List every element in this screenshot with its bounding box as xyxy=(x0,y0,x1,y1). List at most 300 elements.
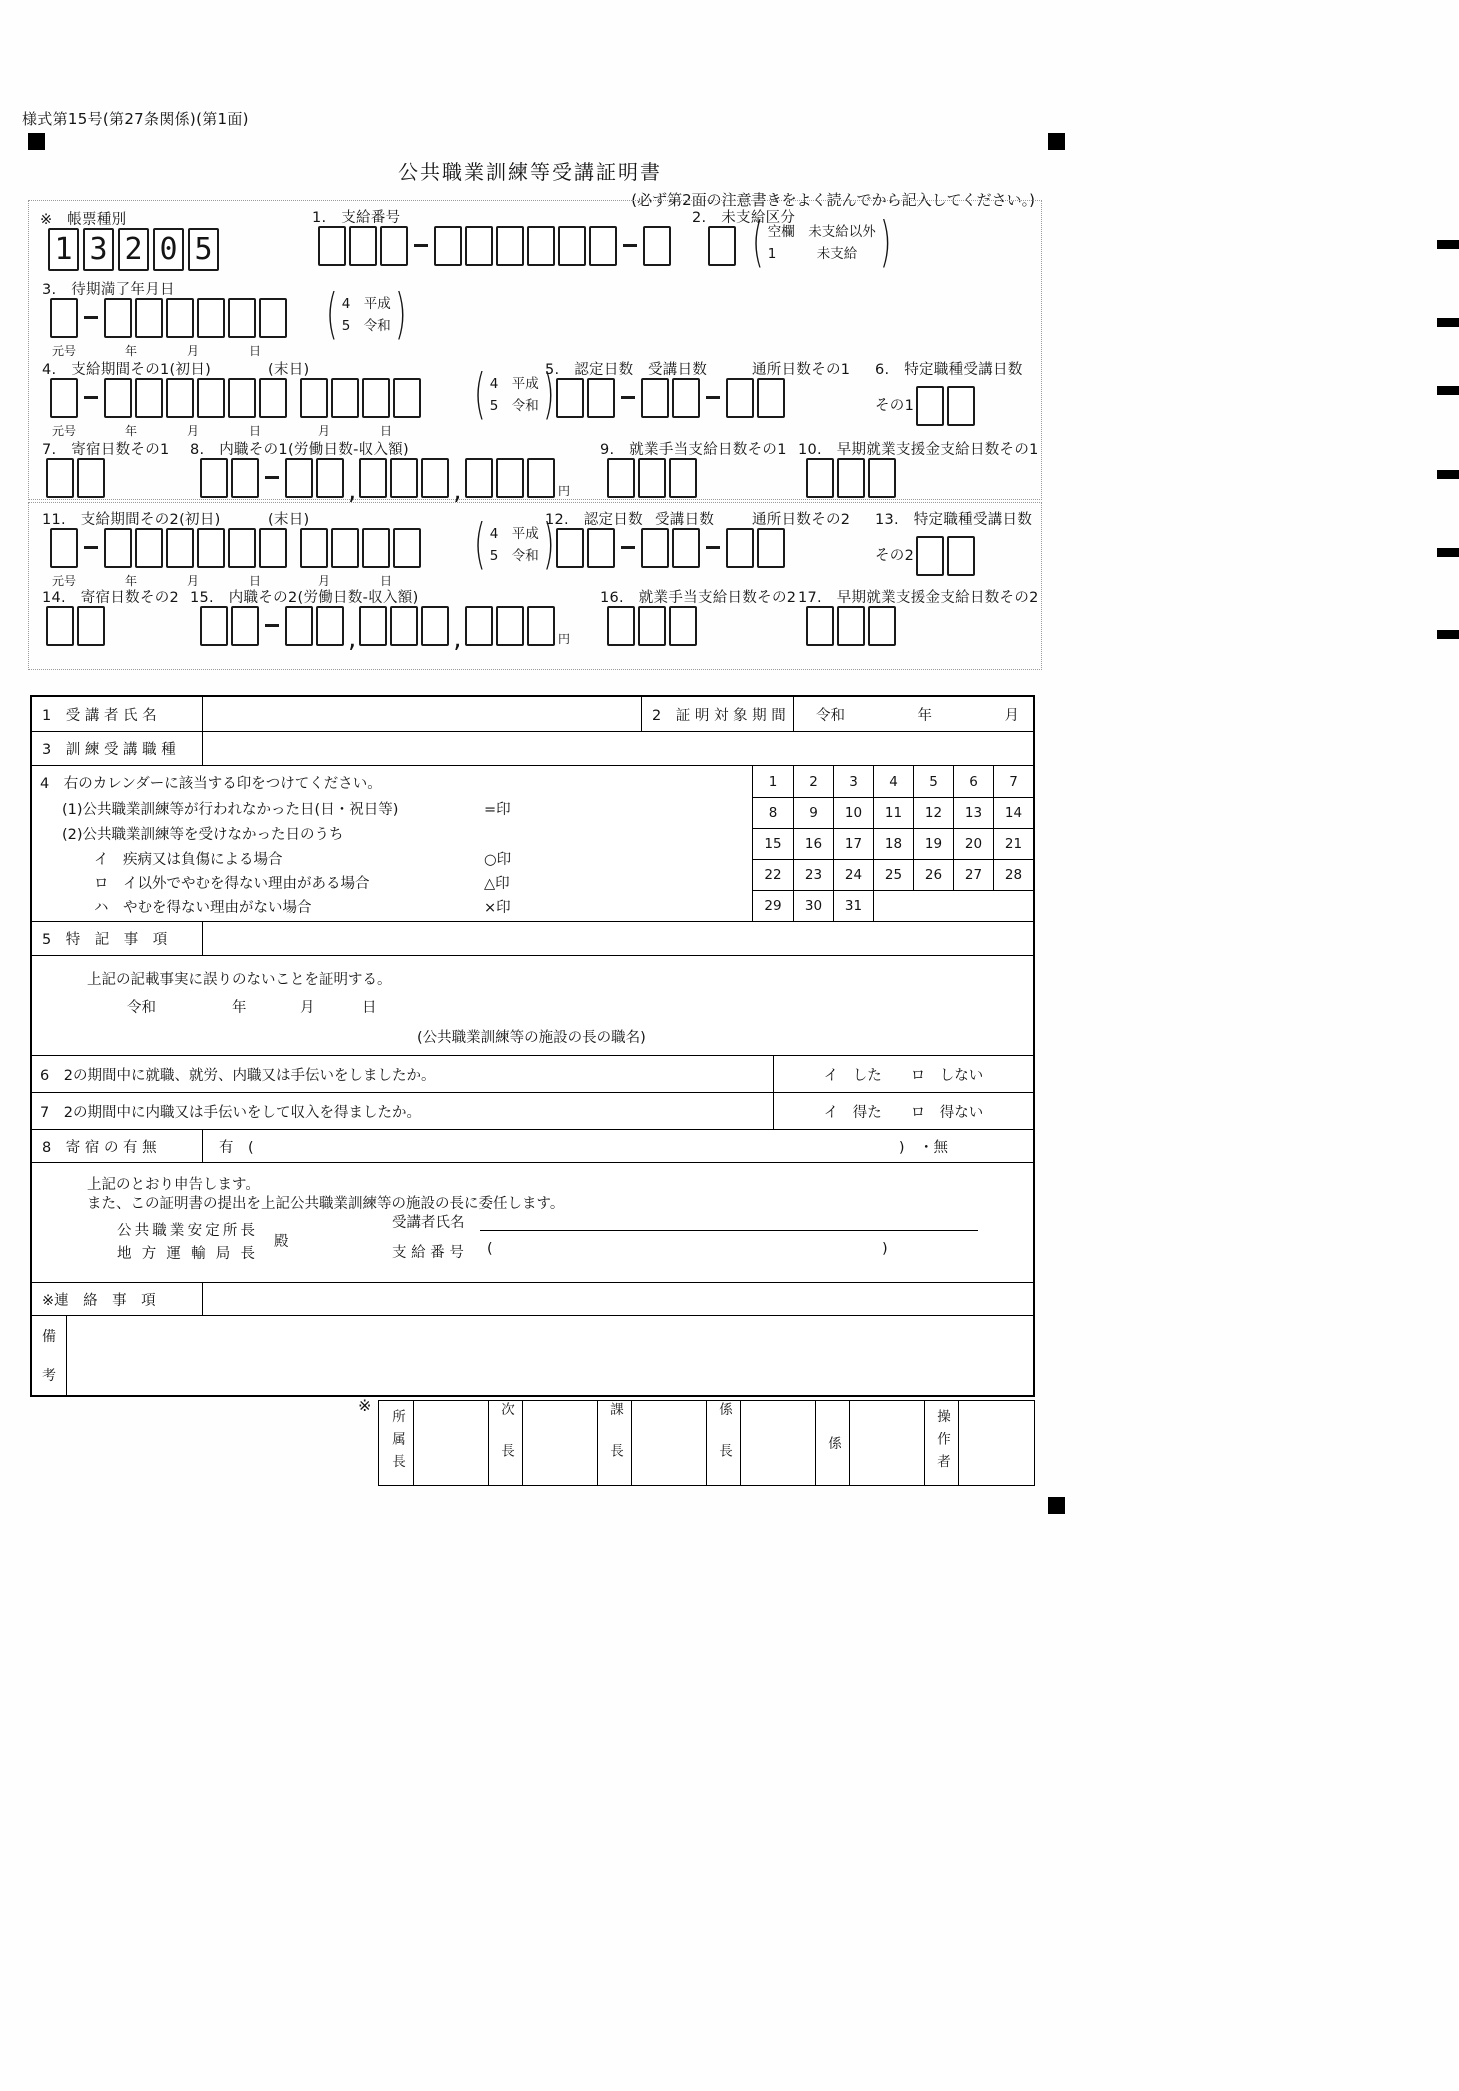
calendar-day-cell[interactable]: 31 xyxy=(833,890,873,921)
ocr-box[interactable] xyxy=(558,226,586,266)
lodging-days-2-label: 14. 寄宿日数その2 xyxy=(42,590,180,606)
unpaid-note-line2: 1 未支給 xyxy=(767,245,858,262)
employment-allowance-days-1-label: 9. 就業手当支給日数その1 xyxy=(600,442,787,458)
paren-close: ) xyxy=(542,364,555,428)
timing-mark xyxy=(1437,386,1459,395)
calendar-day-cell[interactable]: 14 xyxy=(993,797,1033,828)
certification-statement-cell xyxy=(32,956,1033,1055)
calendar-day-cell[interactable]: 23 xyxy=(793,859,833,890)
ocr-box[interactable] xyxy=(50,298,78,338)
ocr-box[interactable] xyxy=(726,528,754,568)
ocr-box[interactable] xyxy=(135,378,163,418)
ocr-box[interactable] xyxy=(868,606,896,646)
calendar-day-cell[interactable]: 10 xyxy=(833,797,873,828)
year-sublabel: 年 xyxy=(125,344,138,358)
special-notes-label: 5 特 記 事 項 xyxy=(42,932,168,948)
form-note: (必ず第2面の注意書きをよく読んでから記入してください。) xyxy=(631,191,1035,209)
calendar-rule-2b: ロ イ以外でやむを得ない理由がある場合 xyxy=(94,876,370,892)
ocr-box[interactable] xyxy=(607,606,635,646)
gengo-sublabel: 元号 xyxy=(52,574,77,588)
ocr-box[interactable] xyxy=(465,226,493,266)
form-type-boxes xyxy=(48,228,223,271)
start-date-box-group xyxy=(104,528,290,568)
era-label: 令和 xyxy=(816,707,845,724)
answer-6-cell[interactable] xyxy=(773,1056,1033,1092)
year-label: 年 xyxy=(917,707,932,724)
side-job-1-label: 8. 内職その1(労働日数-収入額) xyxy=(190,442,410,458)
ocr-box[interactable] xyxy=(638,606,666,646)
stamp-table-note-mark: ※ xyxy=(358,1396,372,1415)
calendar-day-cell[interactable]: 27 xyxy=(953,859,993,890)
trainee-name-signature-line[interactable] xyxy=(480,1213,978,1231)
question-6-text: 6 2の期間中に就職、就労、内職又は手伝いをしましたか。 xyxy=(40,1067,436,1084)
registration-mark-bottom-right xyxy=(1048,1497,1065,1514)
ocr-box[interactable] xyxy=(556,528,584,568)
lodging-value-cell[interactable] xyxy=(202,1130,1033,1162)
timing-mark xyxy=(1437,548,1459,557)
employment-allowance-days-2-boxes xyxy=(607,606,700,646)
ocr-box[interactable] xyxy=(393,378,421,418)
calendar-day-cell[interactable]: 1 xyxy=(768,773,778,790)
ocr-box[interactable] xyxy=(916,386,944,426)
certification-statement: 上記の記載事実に誤りのないことを証明する。 xyxy=(87,972,392,988)
lodging-yes-open: 有 ( xyxy=(219,1139,254,1156)
question-6-cell xyxy=(32,1056,773,1092)
ocr-box[interactable] xyxy=(104,528,132,568)
ocr-box[interactable] xyxy=(135,298,163,338)
attended-days-1-label: 受講日数 xyxy=(648,362,708,378)
ocr-box[interactable] xyxy=(318,226,346,266)
yen-label: 円 xyxy=(558,484,571,498)
side-job-2-boxes xyxy=(200,606,558,654)
year-sublabel: 年 xyxy=(125,424,138,438)
ocr-box[interactable] xyxy=(672,378,700,418)
ocr-box[interactable] xyxy=(421,458,449,498)
specific-occupation-days-2-sublabel: その2 xyxy=(875,548,915,564)
question-7-text: 7 2の期間中に内職又は手伝いをして収入を得ましたか。 xyxy=(40,1104,421,1121)
ocr-box[interactable] xyxy=(231,606,259,646)
ocr-box[interactable] xyxy=(806,458,834,498)
ocr-box[interactable] xyxy=(300,528,328,568)
trainee-name-label: 1 受 講 者 氏 名 xyxy=(42,707,157,724)
timing-mark xyxy=(1437,318,1459,327)
lodging-days-2-group xyxy=(46,606,108,646)
certification-period-value-cell[interactable] xyxy=(793,697,1033,731)
lodging-days-2-boxes xyxy=(46,606,108,646)
calendar-day-cell[interactable]: 25 xyxy=(873,859,913,890)
contact-notes-label-cell xyxy=(32,1283,202,1315)
addressee-public-employment-office: 公共職業安定所長 xyxy=(117,1223,255,1239)
training-occupation-input-area[interactable] xyxy=(202,732,1033,765)
calendar-day-cell[interactable]: 17 xyxy=(833,828,873,859)
stamp-blank-cell[interactable] xyxy=(849,1401,924,1485)
ocr-box[interactable] xyxy=(393,528,421,568)
ocr-box[interactable] xyxy=(349,226,377,266)
cert-day-label: 日 xyxy=(362,1000,377,1016)
ocr-box[interactable] xyxy=(300,378,328,418)
side-job-2-income-group3 xyxy=(465,606,558,646)
ocr-box[interactable] xyxy=(197,528,225,568)
payment-period-1-label: 4. 支給期間その1(初日) xyxy=(42,362,212,378)
question-7-cell xyxy=(32,1093,773,1129)
special-notes-input-area[interactable] xyxy=(202,922,1033,955)
form-type-label: ※ 帳票種別 xyxy=(40,212,127,228)
calendar-day-cell[interactable]: 16 xyxy=(793,828,833,859)
calendar-day-cell[interactable]: 3 xyxy=(833,766,873,797)
ocr-box[interactable] xyxy=(916,536,944,576)
ocr-box[interactable] xyxy=(362,378,390,418)
attended-days-2-label: 受講日数 xyxy=(655,512,715,528)
ocr-box[interactable] xyxy=(380,226,408,266)
waiting-period-end-date-label: 3. 待期満了年月日 xyxy=(42,282,175,298)
payment-number-group2 xyxy=(434,226,620,266)
waiting-period-end-date-boxes xyxy=(50,298,290,338)
month-sublabel: 月 xyxy=(318,424,331,438)
calendar-day-cell[interactable]: 15 xyxy=(753,828,793,859)
payment-period-2-boxes xyxy=(50,528,424,568)
ocr-box[interactable] xyxy=(228,378,256,418)
ocr-box[interactable] xyxy=(589,226,617,266)
row-special-notes xyxy=(32,921,1033,955)
form-type-digit-box[interactable]: 1 xyxy=(48,228,79,271)
lodging-label-cell xyxy=(32,1130,202,1162)
calendar-rule-2c-mark: ×印 xyxy=(484,900,511,916)
declaration-line-1: 上記のとおり申告します。 xyxy=(87,1177,260,1193)
answer-7-cell[interactable] xyxy=(773,1093,1033,1129)
ocr-box[interactable] xyxy=(259,298,287,338)
ocr-box[interactable] xyxy=(359,606,387,646)
contact-notes-label: ※連 絡 事 項 xyxy=(42,1292,156,1309)
ocr-box[interactable] xyxy=(587,378,615,418)
gengo-sublabel: 元号 xyxy=(52,344,77,358)
payment-number-label: 1. 支給番号 xyxy=(312,210,401,226)
ocr-box[interactable] xyxy=(556,378,584,418)
form-type-digit-box[interactable]: 0 xyxy=(153,228,184,271)
ocr-box[interactable] xyxy=(285,458,313,498)
day-sublabel: 日 xyxy=(249,424,262,438)
certified-days-1-label: 5. 認定日数 xyxy=(545,362,634,378)
ocr-box[interactable] xyxy=(50,528,78,568)
calendar-rule-2a-mark: ○印 xyxy=(484,852,512,868)
ocr-box[interactable] xyxy=(669,606,697,646)
month-label: 月 xyxy=(1004,707,1019,724)
paren-open: ( xyxy=(752,212,764,276)
date-box-group xyxy=(104,298,290,338)
employment-allowance-days-1-boxes xyxy=(607,458,700,498)
ocr-box[interactable] xyxy=(228,298,256,338)
calendar-rule-2c: ハ やむを得ない理由がない場合 xyxy=(94,900,312,916)
calendar-day-cell[interactable]: 29 xyxy=(753,890,793,921)
ocr-box[interactable] xyxy=(197,298,225,338)
row-certification-statement xyxy=(32,955,1033,1055)
cert-month-label: 月 xyxy=(300,1000,315,1016)
certified-days-1-group xyxy=(556,378,618,418)
ocr-box[interactable] xyxy=(587,528,615,568)
form-type-digit-box[interactable]: 5 xyxy=(188,228,219,271)
facility-head-title-note: (公共職業訓練等の施設の長の職名) xyxy=(417,1030,646,1046)
ocr-box[interactable] xyxy=(708,226,736,266)
commuting-days-1-group xyxy=(726,378,788,418)
calendar-day-cell[interactable]: 6 xyxy=(953,766,993,797)
calendar-day-cell[interactable]: 11 xyxy=(873,797,913,828)
stamp-blank-cell[interactable] xyxy=(740,1401,815,1485)
calendar-rule-1: (1)公共職業訓練等が行われなかった日(日・祝日等) xyxy=(62,802,399,818)
early-employment-support-days-1-group xyxy=(806,458,899,498)
calendar-day-cell[interactable]: 12 xyxy=(913,797,953,828)
employment-allowance-days-2-label: 16. 就業手当支給日数その2 xyxy=(600,590,797,606)
ocr-box[interactable] xyxy=(496,226,524,266)
answer-6-options[interactable]: イ した ロ しない xyxy=(823,1067,984,1084)
ocr-box[interactable] xyxy=(947,386,975,426)
payment-number-group3 xyxy=(643,226,674,266)
ocr-box[interactable] xyxy=(200,458,228,498)
calendar-day-cell[interactable]: 26 xyxy=(913,859,953,890)
ocr-box[interactable] xyxy=(390,458,418,498)
remarks-input-area[interactable] xyxy=(66,1316,1033,1395)
ocr-box[interactable] xyxy=(362,528,390,568)
ocr-box[interactable] xyxy=(465,606,493,646)
form-title: 公共職業訓練等受講証明書 xyxy=(398,160,662,184)
era-note xyxy=(470,514,559,578)
ocr-box[interactable] xyxy=(77,458,105,498)
ocr-box[interactable] xyxy=(259,378,287,418)
era-note-heisei: 4 平成 xyxy=(489,376,539,392)
era-note-reiwa: 5 令和 xyxy=(341,317,391,334)
payment-number-sign-label: 支 給 番 号 xyxy=(392,1245,464,1261)
ocr-box[interactable] xyxy=(104,378,132,418)
calendar-day-cell[interactable]: 24 xyxy=(833,859,873,890)
ocr-box[interactable] xyxy=(638,458,666,498)
payment-number-group1 xyxy=(318,226,411,266)
form-type-digit-box[interactable]: 3 xyxy=(83,228,114,271)
end-date-box-group xyxy=(300,378,424,418)
era-note-reiwa: 5 令和 xyxy=(489,547,539,564)
days-counts-2-boxes xyxy=(556,528,788,568)
training-occupation-label-cell xyxy=(32,732,202,765)
minus-separator xyxy=(265,624,279,627)
unpaid-category-box xyxy=(708,226,739,266)
days-counts-1-boxes xyxy=(556,378,788,418)
stamp-blank-cell[interactable] xyxy=(631,1401,706,1485)
ocr-box[interactable] xyxy=(197,378,225,418)
row-remarks xyxy=(32,1315,1033,1395)
comma-separator: , xyxy=(453,476,462,506)
ocr-box[interactable] xyxy=(806,606,834,646)
paren-open: ( xyxy=(474,364,486,428)
ocr-box[interactable] xyxy=(726,378,754,418)
dash-separator xyxy=(621,546,635,549)
ocr-box[interactable] xyxy=(837,458,865,498)
ocr-box[interactable] xyxy=(669,458,697,498)
side-job-2-label: 15. 内職その2(労働日数-収入額) xyxy=(190,590,419,606)
calendar-rule-2a: イ 疾病又は負傷による場合 xyxy=(94,852,283,868)
row-question-6 xyxy=(32,1055,1033,1092)
paren-close: ) xyxy=(394,284,407,348)
attended-days-2-group xyxy=(641,528,703,568)
ocr-box[interactable] xyxy=(200,606,228,646)
start-date-box-group xyxy=(104,378,290,418)
calendar-day-cell[interactable]: 30 xyxy=(793,890,833,921)
calendar-day-cell[interactable]: 4 xyxy=(873,766,913,797)
ocr-box[interactable] xyxy=(285,606,313,646)
specific-occupation-days-1-sublabel: その1 xyxy=(875,398,915,414)
ocr-box[interactable] xyxy=(607,458,635,498)
ocr-box[interactable] xyxy=(231,458,259,498)
ocr-box[interactable] xyxy=(527,458,555,498)
row-lodging xyxy=(32,1129,1033,1162)
side-job-2-income-group2 xyxy=(359,606,452,646)
row-question-7 xyxy=(32,1092,1033,1129)
certification-period-label: 2 証 明 対 象 期 間 xyxy=(652,707,786,724)
ocr-box[interactable] xyxy=(46,458,74,498)
calendar-instruction-title: 4 右のカレンダーに該当する印をつけてください。 xyxy=(40,776,382,792)
ocr-box[interactable] xyxy=(166,528,194,568)
remarks-label-char2: 考 xyxy=(42,1368,56,1385)
stamp-label-staff: 係 xyxy=(815,1401,849,1485)
ocr-box[interactable] xyxy=(259,528,287,568)
era-note-heisei: 4 平成 xyxy=(341,296,391,312)
calendar-day-cell[interactable]: 7 xyxy=(993,766,1033,797)
early-employment-support-days-1-boxes xyxy=(806,458,899,498)
calendar-rule-2b-mark: △印 xyxy=(484,876,510,892)
side-job-1-days-group xyxy=(200,458,262,498)
calendar-blank-cell xyxy=(873,890,1033,921)
ocr-box[interactable] xyxy=(527,606,555,646)
commuting-days-2-group xyxy=(726,528,788,568)
ocr-box[interactable] xyxy=(947,536,975,576)
era-note-heisei: 4 平成 xyxy=(489,526,539,542)
calendar-cell xyxy=(752,766,1033,921)
ocr-box[interactable] xyxy=(50,378,78,418)
payment-period-2-end-label: (末日) xyxy=(268,512,310,528)
employment-allowance-days-1-group xyxy=(607,458,700,498)
ocr-box[interactable] xyxy=(837,606,865,646)
calendar-day-cell[interactable]: 19 xyxy=(913,828,953,859)
row-trainee-name xyxy=(32,697,1033,731)
month-sublabel: 月 xyxy=(187,424,200,438)
ocr-box[interactable] xyxy=(166,298,194,338)
calendar-day-cell[interactable]: 2 xyxy=(793,766,833,797)
calendar-day-cell[interactable]: 20 xyxy=(953,828,993,859)
calendar-rule-2: (2)公共職業訓練等を受けなかった日のうち xyxy=(62,827,344,843)
stamp-blank-cell[interactable] xyxy=(958,1401,1034,1485)
calendar-day-cell[interactable]: 9 xyxy=(793,797,833,828)
comma-separator: , xyxy=(453,624,462,654)
trainee-name-sign-label: 受講者氏名 xyxy=(392,1215,465,1231)
ocr-box[interactable] xyxy=(757,378,785,418)
lodging-label: 8 寄 宿 の 有 無 xyxy=(42,1139,157,1156)
calendar-instructions-cell xyxy=(32,766,752,921)
early-employment-support-days-2-boxes xyxy=(806,606,899,646)
unpaid-category-note xyxy=(748,212,895,276)
side-job-1-income-group2 xyxy=(359,458,452,498)
special-notes-label-cell xyxy=(32,922,202,955)
ocr-box[interactable] xyxy=(672,528,700,568)
ocr-box[interactable] xyxy=(228,528,256,568)
ocr-box[interactable] xyxy=(135,528,163,568)
ocr-box[interactable] xyxy=(331,528,359,568)
ocr-box[interactable] xyxy=(641,378,669,418)
registration-mark-top-right xyxy=(1048,133,1065,150)
calendar-day-cell[interactable]: 13 xyxy=(953,797,993,828)
ocr-box[interactable] xyxy=(757,528,785,568)
calendar-day-cell[interactable]: 28 xyxy=(993,859,1033,890)
day-sublabel: 日 xyxy=(249,574,262,588)
ocr-box[interactable] xyxy=(496,606,524,646)
payment-period-2-label: 11. 支給期間その2(初日) xyxy=(42,512,221,528)
addressee-district-transport-bureau: 地方運輸局長 xyxy=(117,1246,255,1262)
dash-separator xyxy=(84,546,98,549)
form-type-digit-box[interactable]: 2 xyxy=(118,228,149,271)
ocr-box[interactable] xyxy=(331,378,359,418)
employment-allowance-days-2-group xyxy=(607,606,700,646)
lodging-days-1-label: 7. 寄宿日数その1 xyxy=(42,442,170,458)
declaration-cell xyxy=(32,1163,1033,1282)
contact-notes-input-area[interactable] xyxy=(202,1283,1033,1315)
specific-occupation-days-2-group xyxy=(916,536,978,576)
ocr-box[interactable] xyxy=(643,226,671,266)
ocr-box[interactable] xyxy=(104,298,132,338)
stamp-blank-cell[interactable] xyxy=(413,1401,488,1485)
era-note xyxy=(470,364,559,428)
ocr-box[interactable] xyxy=(77,606,105,646)
stamp-label-operator: 操作者 xyxy=(924,1401,958,1485)
attended-days-1-group xyxy=(641,378,703,418)
form-number-label: 様式第15号(第27条関係)(第1面) xyxy=(22,110,249,128)
era-box-group xyxy=(50,378,81,418)
payment-number-paren-close: ) xyxy=(882,1241,888,1257)
calendar-day-cell[interactable]: 18 xyxy=(873,828,913,859)
certified-days-2-label: 12. 認定日数 xyxy=(545,512,643,528)
trainee-name-input-area[interactable] xyxy=(202,697,641,731)
calendar-day-cell[interactable]: 21 xyxy=(993,828,1033,859)
minus-separator xyxy=(265,476,279,479)
ocr-box[interactable] xyxy=(316,458,344,498)
approval-stamp-table xyxy=(378,1400,1035,1486)
ocr-box[interactable] xyxy=(390,606,418,646)
ocr-box[interactable] xyxy=(496,458,524,498)
calendar-day-cell[interactable]: 22 xyxy=(753,859,793,890)
ocr-box[interactable] xyxy=(868,458,896,498)
ocr-box[interactable] xyxy=(641,528,669,568)
ocr-box[interactable] xyxy=(359,458,387,498)
trainee-name-label-cell xyxy=(32,697,202,731)
specific-occupation-days-2-boxes xyxy=(916,536,978,576)
ocr-box[interactable] xyxy=(316,606,344,646)
calendar-rule-1-mark: =印 xyxy=(484,802,511,818)
commuting-days-2-label: 通所日数その2 xyxy=(752,512,851,528)
early-employment-support-days-2-label: 17. 早期就業支援金支給日数その2 xyxy=(798,590,1039,606)
ocr-box[interactable] xyxy=(527,226,555,266)
early-employment-support-days-2-group xyxy=(806,606,899,646)
yen-label: 円 xyxy=(558,632,571,646)
row-declaration xyxy=(32,1162,1033,1282)
answer-7-options[interactable]: イ 得た ロ 得ない xyxy=(823,1104,984,1121)
side-job-1-income-group1 xyxy=(285,458,347,498)
side-job-2-days-group xyxy=(200,606,262,646)
comma-separator: , xyxy=(348,624,357,654)
ocr-box[interactable] xyxy=(434,226,462,266)
ocr-box[interactable] xyxy=(465,458,493,498)
stamp-label-subsection-chief: 係長 xyxy=(706,1401,740,1485)
calendar-day-cell[interactable]: 8 xyxy=(753,797,793,828)
calendar-day-cell[interactable]: 5 xyxy=(913,766,953,797)
payment-number-paren-open: ( xyxy=(487,1241,493,1257)
ocr-box[interactable] xyxy=(166,378,194,418)
ocr-box[interactable] xyxy=(421,606,449,646)
ocr-box[interactable] xyxy=(46,606,74,646)
stamp-blank-cell[interactable] xyxy=(522,1401,597,1485)
